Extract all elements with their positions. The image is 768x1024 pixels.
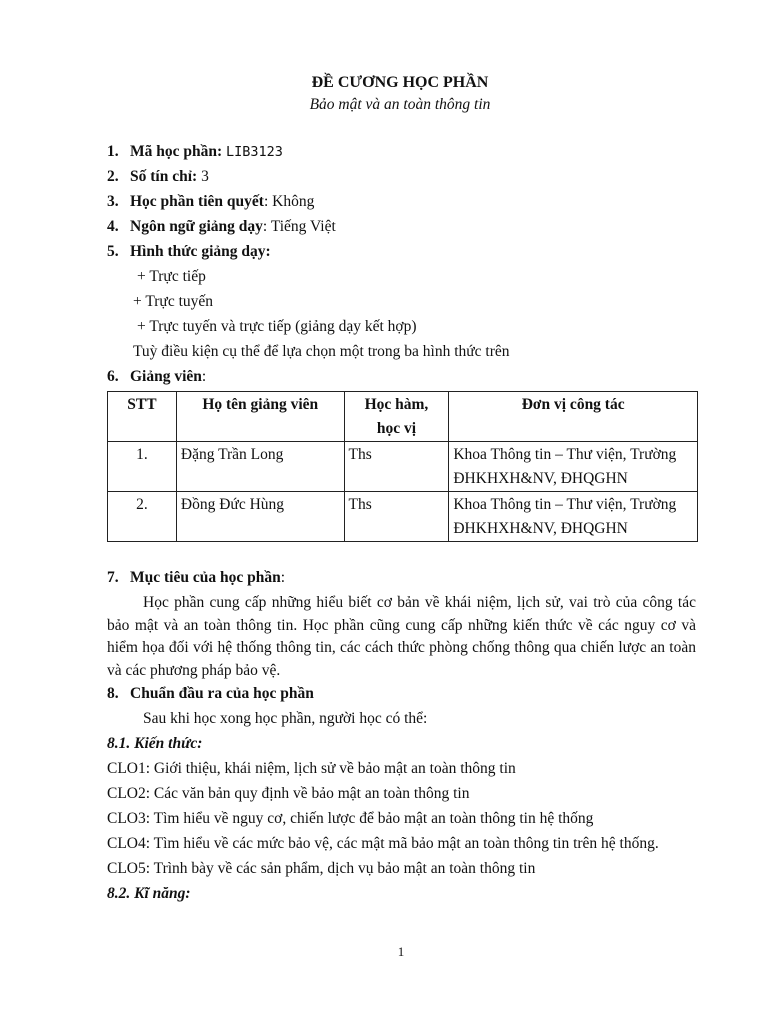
table-row	[108, 442, 698, 492]
item-label: Ngôn ngữ giảng dạy	[130, 218, 263, 235]
item-teaching-form	[107, 243, 271, 261]
item-number: 7.	[107, 569, 119, 586]
item-number: 6.	[107, 368, 119, 385]
cell-degree: Ths	[344, 442, 449, 492]
item-number: 3.	[107, 193, 119, 210]
item-label: Học phần tiên quyết	[130, 193, 264, 210]
clo-item: CLO4: Tìm hiểu về các mức bảo vệ, các mật mã bảo mật an toàn thông tin trên hệ thống.	[107, 835, 659, 852]
outcome-intro: Sau khi học xong học phần, người học có thể:	[143, 710, 428, 727]
skills-heading: 8.2. Kĩ năng:	[107, 885, 191, 902]
objective-paragraph	[107, 592, 696, 682]
header-unit: Đơn vị công tác	[449, 392, 698, 442]
cell-name: Đồng Đức Hùng	[176, 492, 344, 542]
clo-item: CLO1: Giới thiệu, khái niệm, lịch sử về bảo mật an toàn thông tin	[107, 760, 516, 777]
document-title: ĐỀ CƯƠNG HỌC PHẦN	[311, 74, 489, 91]
document-subtitle: Bảo mật và an toàn thông tin	[309, 96, 491, 113]
cell-name: Đặng Trần Long	[176, 442, 344, 492]
item-label: Mục tiêu của học phần	[130, 569, 281, 586]
item-objectives	[107, 569, 285, 587]
item-label: Mã học phần:	[130, 143, 223, 160]
header-degree-line2: học vị	[376, 420, 417, 437]
clo-item: CLO2: Các văn bản quy định về bảo mật an toàn thông tin	[107, 785, 470, 802]
cell-unit	[449, 492, 698, 542]
teaching-form-option: + Trực tuyến và trực tiếp (giảng dạy kết hợp)	[137, 318, 417, 335]
item-number: 8.	[107, 685, 119, 702]
item-label: Chuẩn đầu ra của học phần	[130, 685, 314, 702]
item-value: 3	[201, 168, 209, 185]
item-number: 1.	[107, 143, 119, 160]
cell-stt: 1.	[108, 442, 177, 492]
item-number: 5.	[107, 243, 119, 260]
item-label: Hình thức giảng dạy:	[130, 243, 271, 260]
item-value: : Tiếng Việt	[262, 218, 336, 235]
header-name: Họ tên giảng viên	[176, 392, 344, 442]
cell-unit-line2: ĐHKHXH&NV, ĐHQGHN	[453, 520, 628, 537]
item-value: : Không	[263, 193, 315, 210]
item-label: Số tín chỉ:	[130, 168, 198, 185]
item-credits	[107, 168, 209, 186]
item-course-code	[107, 143, 283, 161]
clo-item: CLO5: Trình bày về các sản phẩm, dịch vụ bảo mật an toàn thông tin	[107, 860, 536, 877]
item-value: LIB3123	[226, 144, 283, 160]
lecturer-table	[107, 391, 698, 542]
item-number: 2.	[107, 168, 119, 185]
knowledge-heading: 8.1. Kiến thức:	[107, 735, 203, 752]
item-number: 4.	[107, 218, 119, 235]
item-value: :	[280, 569, 286, 586]
page-number: 1	[397, 944, 405, 959]
item-lecturers	[107, 368, 206, 386]
cell-unit-line1: Khoa Thông tin – Thư viện, Trường	[453, 446, 677, 463]
item-prerequisite	[107, 193, 314, 211]
cell-degree: Ths	[344, 492, 449, 542]
header-degree-line1: Học hàm,	[364, 396, 429, 413]
table-header-row	[108, 392, 698, 442]
header-stt: STT	[108, 392, 177, 442]
item-value: :	[201, 368, 207, 385]
clo-item: CLO3: Tìm hiểu về nguy cơ, chiến lược để bảo mật an toàn thông tin hệ thống	[107, 810, 594, 827]
teaching-form-option: + Trực tuyến	[133, 293, 214, 310]
item-label: Giảng viên	[130, 368, 202, 385]
cell-unit-line2: ĐHKHXH&NV, ĐHQGHN	[453, 470, 628, 487]
teaching-form-option: + Trực tiếp	[137, 268, 206, 285]
cell-stt: 2.	[108, 492, 177, 542]
item-language	[107, 218, 336, 236]
objective-text: Học phần cung cấp những hiểu biết cơ bản về khái niệm, lịch sử, vai trò của công tác bảo mật và an toàn thông tin. Học phần cũng cung cấp những kiến thức về các nguy cơ và hiểm họa đối với hệ thống thông tin, các cách thức phòng chống thông qua chiến lược an toàn và các phương pháp bảo vệ.	[107, 594, 696, 679]
item-outcomes	[107, 685, 314, 703]
table-row	[108, 492, 698, 542]
cell-unit	[449, 442, 698, 492]
cell-unit-line1: Khoa Thông tin – Thư viện, Trường	[453, 496, 677, 513]
teaching-form-note: Tuỳ điều kiện cụ thể để lựa chọn một trong ba hình thức trên	[133, 343, 510, 360]
header-degree	[344, 392, 449, 442]
